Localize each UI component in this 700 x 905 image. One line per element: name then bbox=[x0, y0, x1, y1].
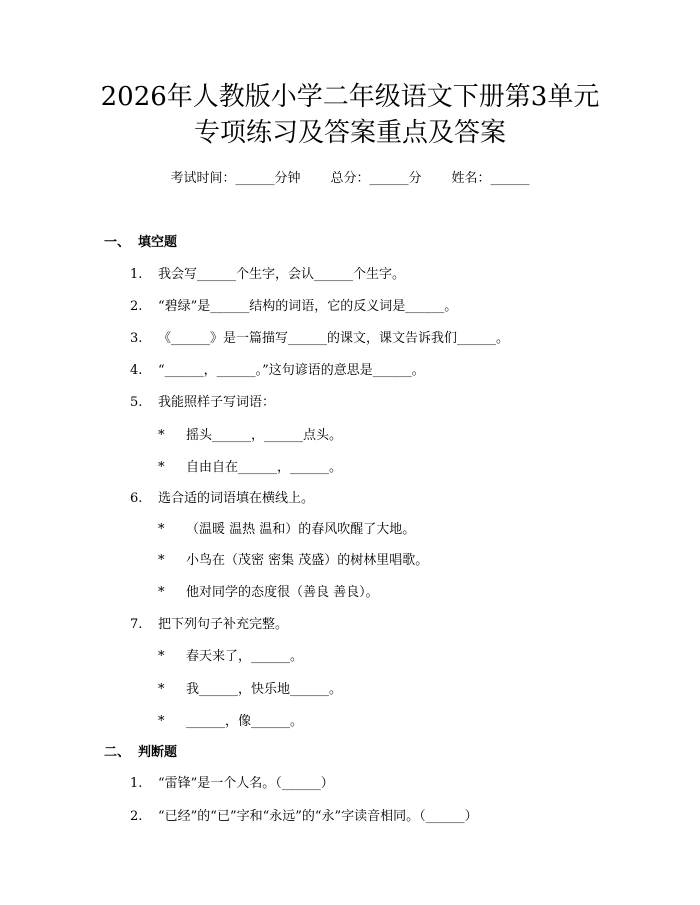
sub-item-text: （温暖 温热 温和）的春风吹醒了大地。 bbox=[186, 522, 416, 537]
sub-item-text: ______，像______。 bbox=[186, 714, 304, 729]
bullet: * bbox=[158, 553, 165, 568]
question-text: 我能照样子写词语： bbox=[158, 395, 276, 410]
sub-item-text: 我______，快乐地______。 bbox=[186, 682, 343, 697]
exam-info bbox=[0, 167, 700, 186]
exam-time: 考试时间：______分钟 bbox=[170, 171, 301, 186]
question-text: 我会写______个生字，会认______个生字。 bbox=[158, 267, 406, 282]
question-number: 3. bbox=[130, 331, 143, 346]
bullet: * bbox=[158, 585, 165, 600]
exam-name: 姓名：______ bbox=[451, 171, 530, 186]
question-item bbox=[130, 487, 314, 506]
question-text: “已经”的“已”字和“永远”的“永”字读音相同。（______） bbox=[158, 809, 478, 824]
bullet: * bbox=[158, 682, 165, 697]
sub-item-text: 摇头______，______点头。 bbox=[186, 428, 343, 443]
question-item bbox=[130, 805, 478, 824]
sub-item bbox=[158, 456, 342, 475]
question-item bbox=[130, 295, 457, 314]
section-number: 一、 bbox=[104, 235, 131, 250]
sub-item bbox=[158, 424, 342, 443]
question-item bbox=[130, 327, 509, 346]
question-item bbox=[130, 772, 334, 791]
bullet: * bbox=[158, 460, 165, 475]
sub-item bbox=[158, 645, 303, 664]
question-number: 6. bbox=[130, 491, 143, 506]
question-text: “雷锋”是一个人名。（______） bbox=[158, 776, 334, 791]
sub-item bbox=[158, 678, 342, 697]
section-heading bbox=[104, 231, 177, 250]
question-text: 《______》是一篇描写______的课文，课文告诉我们______。 bbox=[158, 331, 510, 346]
title-line-1: 2026年人教版小学二年级语文下册第3单元 bbox=[100, 82, 600, 112]
bullet: * bbox=[158, 714, 165, 729]
bullet: * bbox=[158, 522, 165, 537]
question-item bbox=[130, 391, 275, 410]
question-item bbox=[130, 613, 288, 632]
question-number: 4. bbox=[130, 363, 143, 378]
section-number: 二、 bbox=[104, 745, 131, 760]
sub-item bbox=[158, 518, 415, 537]
title-line-2: 专项练习及答案重点及答案 bbox=[193, 118, 506, 148]
question-text: 选合适的词语填在横线上。 bbox=[158, 491, 315, 506]
question-number: 7. bbox=[130, 617, 143, 632]
question-number: 2. bbox=[130, 809, 143, 824]
question-text: 把下列句子补充完整。 bbox=[158, 617, 289, 632]
bullet: * bbox=[158, 649, 165, 664]
sub-item bbox=[158, 581, 379, 600]
question-item bbox=[130, 263, 405, 282]
section-title: 判断题 bbox=[138, 745, 178, 760]
section-heading bbox=[104, 741, 177, 760]
sub-item bbox=[158, 549, 428, 568]
sub-item-text: 他对同学的态度很（善良 善良）。 bbox=[186, 585, 379, 600]
question-number: 2. bbox=[130, 299, 143, 314]
sub-item-text: 小鸟在（茂密 密集 茂盛）的树林里唱歌。 bbox=[186, 553, 429, 568]
bullet: * bbox=[158, 428, 165, 443]
question-number: 5. bbox=[130, 395, 143, 410]
sub-item-text: 春天来了，______。 bbox=[186, 649, 304, 664]
sub-item-text: 自由自在______，______。 bbox=[186, 460, 343, 475]
question-text: “______，______。”这句谚语的意思是______。 bbox=[158, 363, 425, 378]
question-number: 1. bbox=[130, 267, 143, 282]
question-number: 1. bbox=[130, 776, 143, 791]
exam-score: 总分：______分 bbox=[330, 171, 422, 186]
question-text: “碧绿”是______结构的词语，它的反义词是______。 bbox=[158, 299, 458, 314]
section-title: 填空题 bbox=[138, 235, 178, 250]
sub-item bbox=[158, 710, 303, 729]
question-item bbox=[130, 359, 425, 378]
